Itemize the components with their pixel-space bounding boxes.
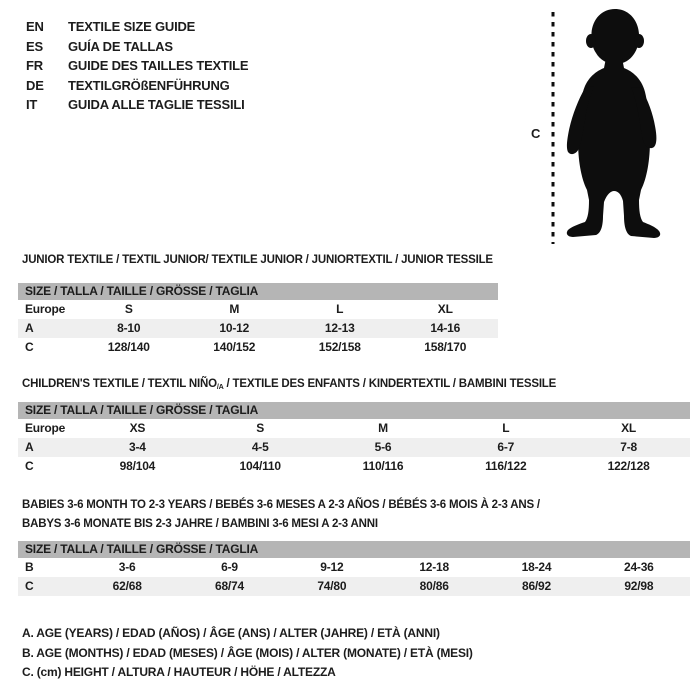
language-label: TEXTILGRÖßENFÜHRUNG <box>68 77 230 93</box>
row-label: B <box>25 560 34 574</box>
table-cell: 116/122 <box>485 459 527 473</box>
baby-body <box>567 58 660 238</box>
row-label: Europe <box>25 302 66 316</box>
language-row-fr <box>26 56 248 76</box>
table-cell: M <box>229 302 240 316</box>
table-cell: 7-8 <box>620 440 637 454</box>
language-row-de <box>26 76 248 96</box>
table-row <box>18 457 690 476</box>
measurement-legend <box>22 624 473 683</box>
table-cell: 68/74 <box>214 579 244 593</box>
children-title-pre: CHILDREN'S TEXTILE / TEXTIL NIÑO <box>22 378 217 390</box>
language-code: ES <box>26 38 43 54</box>
language-label: GUIDA ALLE TAGLIE TESSILI <box>68 97 245 112</box>
table-row <box>18 577 690 596</box>
table-cell: 6-7 <box>497 440 515 454</box>
table-cell: 6-9 <box>221 560 238 574</box>
children-title-post: / TEXTILE DES ENFANTS / KINDERTEXTIL / BAMBINI TESSILE <box>223 378 557 390</box>
table-cell: 12-18 <box>419 560 450 574</box>
baby-head <box>591 9 639 64</box>
children-title-sub: /A <box>216 382 224 391</box>
table-row <box>18 558 690 577</box>
height-measure-label: C <box>531 126 541 141</box>
table-cell: 9-12 <box>320 560 344 574</box>
children-section-title <box>22 375 556 397</box>
row-label: A <box>25 321 34 335</box>
table-row <box>18 300 498 319</box>
language-label: GUIDE DES TAILLES TEXTILE <box>68 58 249 73</box>
baby-ear-left <box>586 34 596 48</box>
height-measure-line <box>551 12 555 244</box>
legend-line-b: B. AGE (MONTHS) / EDAD (MESES) / ÂGE (MOIS) / ALTER (MONATE) / ETÀ (MESI) <box>22 645 473 660</box>
table-cell: 18-24 <box>521 560 552 574</box>
table-cell: 4-5 <box>251 440 269 454</box>
language-code: IT <box>26 97 38 112</box>
table-row <box>18 319 498 338</box>
table-cell: 10-12 <box>219 321 250 335</box>
table-cell: 110/116 <box>362 459 404 473</box>
babies-section-title <box>22 496 540 534</box>
babies-title-line1: BABIES 3-6 MONTH TO 2-3 YEARS / BEBÉS 3-6 MESES A 2-3 AÑOS / BÉBÉS 3-6 MOIS À 2-3 ANS / <box>22 499 540 511</box>
babies-size-table <box>18 541 690 596</box>
size-header-bar: SIZE / TALLA / TAILLE / GRÖSSE / TAGLIA <box>18 402 690 419</box>
table-cell: 140/152 <box>213 340 256 354</box>
language-code: FR <box>26 58 43 73</box>
size-header-bar: SIZE / TALLA / TAILLE / GRÖSSE / TAGLIA <box>18 283 498 300</box>
language-code: EN <box>26 19 44 34</box>
row-label: C <box>25 340 34 354</box>
table-cell: 74/80 <box>317 579 347 593</box>
table-cell: 24-36 <box>623 560 654 574</box>
table-cell: 5-6 <box>374 440 392 454</box>
table-cell: S <box>124 302 133 316</box>
legend-line-c: C. (cm) HEIGHT / ALTURA / HAUTEUR / HÖHE / ALTEZZA <box>22 665 336 679</box>
babies-title-line2: BABYS 3-6 MONATE BIS 2-3 JAHRE / BAMBINI 3-6 MESI A 2-3 ANNI <box>22 518 378 530</box>
table-cell: 152/158 <box>318 340 361 354</box>
table-cell: 8-10 <box>117 321 141 335</box>
table-row <box>18 438 690 457</box>
table-cell: M <box>378 421 388 435</box>
junior-section-title: JUNIOR TEXTILE / TEXTIL JUNIOR/ TEXTILE JUNIOR / JUNIORTEXTIL / JUNIOR TESSILE <box>22 254 493 266</box>
size-header-bar: SIZE / TALLA / TAILLE / GRÖSSE / TAGLIA <box>18 541 690 558</box>
table-cell: 3-4 <box>129 440 146 454</box>
table-cell: 3-6 <box>118 560 136 574</box>
table-cell: 14-16 <box>430 321 461 335</box>
junior-size-table <box>18 283 498 357</box>
row-label: A <box>25 440 34 454</box>
language-row-en <box>26 17 248 37</box>
table-cell: 62/68 <box>112 579 142 593</box>
table-cell: 12-13 <box>324 321 355 335</box>
table-row <box>18 419 690 438</box>
row-label: Europe <box>25 421 66 435</box>
table-cell: XL <box>621 421 637 435</box>
table-cell: S <box>256 421 265 435</box>
table-cell: 104/110 <box>239 459 281 473</box>
language-label: TEXTILE SIZE GUIDE <box>68 19 196 34</box>
table-cell: XL <box>437 302 453 316</box>
table-cell: 158/170 <box>424 340 467 354</box>
language-label: GUÍA DE TALLAS <box>68 38 173 54</box>
row-label: C <box>25 579 34 593</box>
table-row <box>18 338 498 357</box>
table-cell: 80/86 <box>419 579 449 593</box>
table-cell: 92/98 <box>624 579 654 593</box>
baby-silhouette <box>558 8 668 242</box>
language-row-it <box>26 95 248 115</box>
table-cell: L <box>502 421 510 435</box>
row-label: C <box>25 459 34 473</box>
table-cell: XS <box>129 421 146 435</box>
language-row-es <box>26 37 248 57</box>
table-cell: 128/140 <box>107 340 150 354</box>
language-code: DE <box>26 77 44 93</box>
table-cell: 122/128 <box>607 459 650 473</box>
baby-ear-right <box>634 34 644 48</box>
language-list <box>26 17 248 115</box>
table-cell: L <box>336 302 344 316</box>
legend-line-a: A. AGE (YEARS) / EDAD (AÑOS) / ÂGE (ANS) / ALTER (JAHRE) / ETÀ (ANNI) <box>22 626 440 640</box>
children-size-table <box>18 402 690 476</box>
table-cell: 86/92 <box>521 579 551 593</box>
table-cell: 98/104 <box>119 459 156 473</box>
